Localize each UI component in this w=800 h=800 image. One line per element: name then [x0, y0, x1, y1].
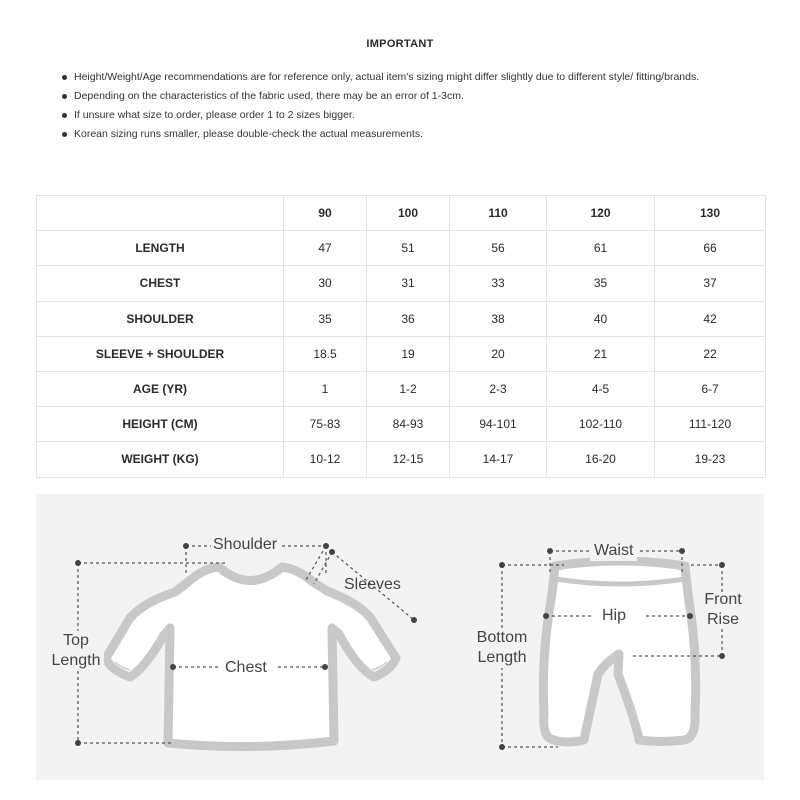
table-header-row [37, 196, 766, 231]
table-cell: 1-2 [367, 371, 450, 406]
shoulder-label: Shoulder [213, 536, 278, 553]
table-cell: 35 [284, 301, 367, 336]
table-cell: 94-101 [450, 407, 547, 442]
column-header: 90 [284, 196, 367, 231]
table-cell: 75-83 [284, 407, 367, 442]
table-cell: 40 [547, 301, 655, 336]
bottom-garment-illustration [543, 561, 695, 742]
front-rise-line1: Front [704, 591, 742, 608]
measurement-diagram [36, 494, 764, 780]
table-row [37, 371, 766, 406]
top-length-line1: Top [63, 632, 89, 649]
note-item: Height/Weight/Age recommendations are for reference only, actual item's sizing might differ slightly due to different style/ fitting/brands. [62, 68, 762, 87]
diagram-graphic [36, 494, 764, 780]
table-cell: 47 [284, 231, 367, 266]
table-cell: 30 [284, 266, 367, 301]
table-cell: 66 [655, 231, 766, 266]
column-header: 130 [655, 196, 766, 231]
table-cell: 51 [367, 231, 450, 266]
table-row [37, 442, 766, 477]
table-row [37, 301, 766, 336]
sleeves-label: Sleeves [344, 576, 401, 593]
row-label: SHOULDER [37, 301, 284, 336]
size-table [36, 195, 766, 478]
table-row [37, 266, 766, 301]
table-cell: 102-110 [547, 407, 655, 442]
table-cell: 14-17 [450, 442, 547, 477]
table-row [37, 336, 766, 371]
column-header: 100 [367, 196, 450, 231]
table-cell: 19 [367, 336, 450, 371]
table-cell: 22 [655, 336, 766, 371]
bottom-length-line2: Length [477, 649, 527, 666]
table-cell: 38 [450, 301, 547, 336]
table-cell: 42 [655, 301, 766, 336]
table-cell: 1 [284, 371, 367, 406]
page-title: IMPORTANT [366, 38, 434, 50]
hip-label: Hip [602, 607, 627, 624]
table-cell: 61 [547, 231, 655, 266]
table-cell: 6-7 [655, 371, 766, 406]
table-cell: 12-15 [367, 442, 450, 477]
top-length-label [48, 631, 104, 671]
row-label: WEIGHT (KG) [37, 442, 284, 477]
front-rise-label [696, 590, 750, 630]
table-cell: 111-120 [655, 407, 766, 442]
note-item: Depending on the characteristics of the fabric used, there may be an error of 1-3cm. [62, 87, 762, 106]
front-rise-line2: Rise [706, 611, 739, 628]
column-header [37, 196, 284, 231]
waist-label: Waist [590, 541, 637, 561]
note-item: If unsure what size to order, please order 1 to 2 sizes bigger. [62, 106, 762, 125]
chest-label: Chest [225, 659, 267, 676]
table-cell: 21 [547, 336, 655, 371]
table-cell: 10-12 [284, 442, 367, 477]
table-cell: 33 [450, 266, 547, 301]
table-cell: 19-23 [655, 442, 766, 477]
table-cell: 37 [655, 266, 766, 301]
notes-list [62, 68, 762, 144]
row-label: LENGTH [37, 231, 284, 266]
top-length-line2: Length [51, 652, 101, 669]
bottom-length-line1: Bottom [476, 629, 528, 646]
column-header: 120 [547, 196, 655, 231]
table-cell: 84-93 [367, 407, 450, 442]
table-cell: 35 [547, 266, 655, 301]
table-cell: 31 [367, 266, 450, 301]
table-cell: 16-20 [547, 442, 655, 477]
table-row [37, 407, 766, 442]
table-cell: 2-3 [450, 371, 547, 406]
note-item: Korean sizing runs smaller, please double-check the actual measurements. [62, 125, 762, 144]
table-cell: 18.5 [284, 336, 367, 371]
table-cell: 4-5 [547, 371, 655, 406]
row-label: AGE (YR) [37, 371, 284, 406]
table-cell: 56 [450, 231, 547, 266]
column-header: 110 [450, 196, 547, 231]
bottom-length-label [468, 628, 536, 668]
table-row [37, 231, 766, 266]
table-cell: 20 [450, 336, 547, 371]
row-label: HEIGHT (CM) [37, 407, 284, 442]
table-cell: 36 [367, 301, 450, 336]
row-label: CHEST [37, 266, 284, 301]
row-label: SLEEVE + SHOULDER [37, 336, 284, 371]
